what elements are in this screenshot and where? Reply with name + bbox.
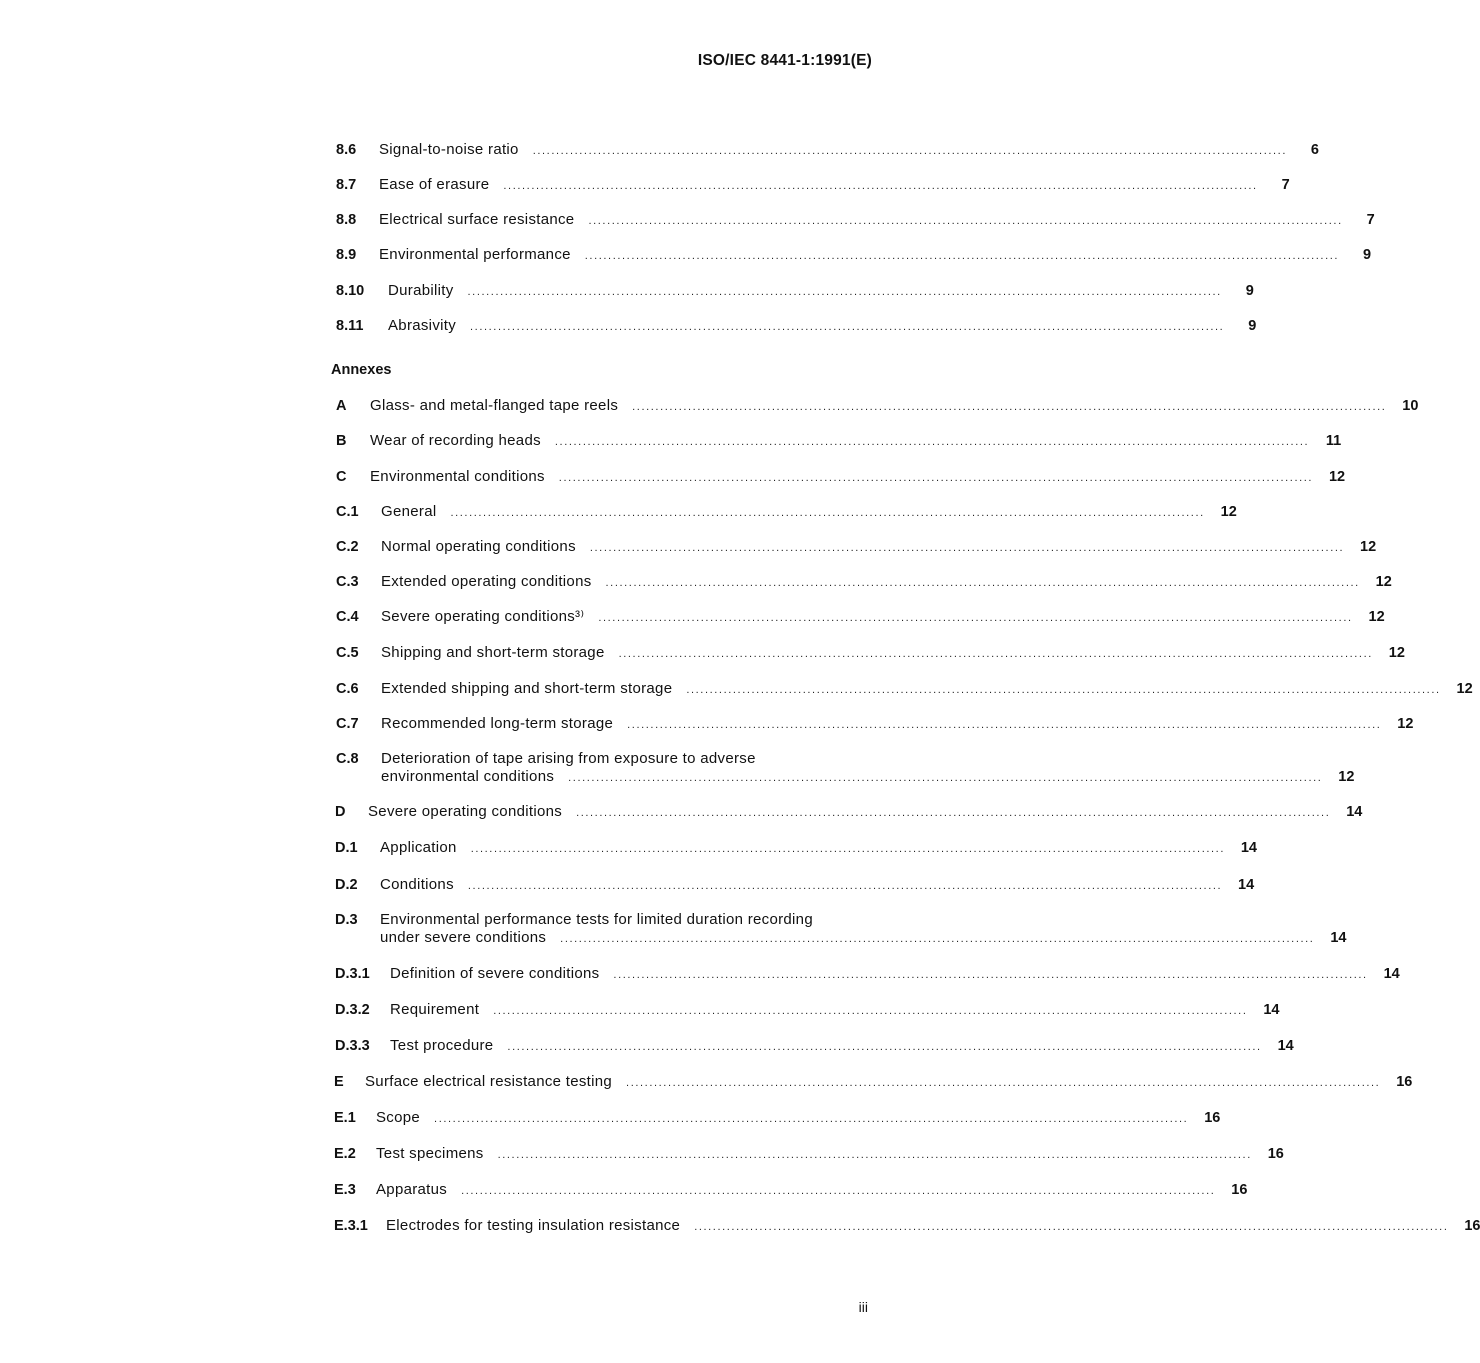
- toc-entry-number: D: [335, 804, 346, 820]
- page-number: iii: [858, 1299, 868, 1315]
- toc-entry-c-6[interactable]: [336, 680, 1473, 699]
- toc-entry-c-2[interactable]: [336, 538, 1377, 557]
- toc-entry-title-line2: environmental conditions: [381, 768, 555, 785]
- toc-entry-title: Electrical surface resistance: [379, 211, 575, 228]
- toc-dot-leader: [503, 177, 1257, 195]
- toc-entry-e-3-1[interactable]: [334, 1217, 1480, 1236]
- toc-entry-title: Environmental conditions: [370, 468, 545, 485]
- toc-entry-title-line2: under severe conditions: [380, 929, 547, 946]
- toc-entry-title: Application: [380, 839, 457, 856]
- toc-dot-leader: [694, 1218, 1448, 1236]
- toc-entry-number: D.2: [335, 877, 358, 893]
- toc-entry-title: Extended shipping and short-term storage: [381, 680, 673, 697]
- toc-entry-page: 16: [1231, 1182, 1248, 1198]
- toc-entry-e-2[interactable]: [334, 1145, 1284, 1164]
- toc-entry-page: 12: [1360, 539, 1377, 555]
- toc-dot-leader: [606, 574, 1360, 592]
- toc-dot-leader: [468, 877, 1222, 895]
- toc-dot-leader: [686, 681, 1440, 699]
- toc-entry-8-10[interactable]: [336, 282, 1254, 301]
- toc-entry-title: Test procedure: [390, 1037, 494, 1054]
- toc-entry-page: 12: [1338, 769, 1355, 785]
- toc-entry-page: 14: [1263, 1002, 1280, 1018]
- toc-entry-page: 7: [1281, 177, 1290, 193]
- toc-dot-leader: [471, 840, 1225, 858]
- toc-dot-leader: [555, 433, 1309, 451]
- toc-entry-title: Environmental performance: [379, 246, 571, 263]
- toc-entry-page: 12: [1368, 609, 1385, 625]
- toc-entry-c-8[interactable]: [336, 750, 1355, 787]
- toc-entry-page: 16: [1396, 1074, 1413, 1090]
- toc-dot-leader: [576, 804, 1330, 822]
- toc-dot-leader: [493, 1002, 1247, 1020]
- toc-entry-number: A: [336, 398, 347, 414]
- toc-entry-d-3-2[interactable]: [335, 1001, 1280, 1020]
- toc-entry-title: Electrodes for testing insulation resistance: [386, 1217, 681, 1234]
- toc-entry-page: 10: [1402, 398, 1419, 414]
- toc-dot-leader: [626, 1074, 1380, 1092]
- toc-entry-number: 8.8: [336, 212, 357, 228]
- toc-entry-number: D.1: [335, 840, 358, 856]
- toc-entry-title: Glass- and metal-flanged tape reels: [370, 397, 619, 414]
- toc-entry-8-11[interactable]: [336, 317, 1257, 336]
- toc-entry-title: Severe operating conditions³⁾: [381, 608, 585, 625]
- toc-entry-number: C.7: [336, 716, 359, 732]
- toc-entry-page: 12: [1328, 469, 1346, 485]
- toc-entry-number: D.3: [335, 912, 358, 928]
- toc-entry-number: C.4: [336, 609, 359, 625]
- toc-dot-leader: [568, 769, 1322, 787]
- toc-entry-8-6[interactable]: [336, 141, 1319, 160]
- toc-entry-e-1[interactable]: [334, 1109, 1221, 1128]
- toc-entry-number: C.5: [336, 645, 359, 661]
- toc-entry-page: 14: [1240, 840, 1257, 856]
- toc-dot-leader: [559, 469, 1313, 487]
- toc-entry-number: 8.6: [336, 142, 357, 158]
- toc-dot-leader: [461, 1182, 1215, 1200]
- toc-entry-number: E.2: [334, 1146, 356, 1162]
- toc-entry-number: 8.10: [336, 283, 365, 299]
- toc-dot-leader: [632, 398, 1386, 416]
- toc-entry-number: E.3.1: [334, 1218, 368, 1234]
- toc-entry-number: C.8: [336, 751, 359, 767]
- toc-dot-leader: [588, 212, 1342, 230]
- toc-entry-number: D.3.2: [335, 1002, 370, 1018]
- toc-entry-number: E.1: [334, 1110, 356, 1126]
- toc-entry-title: Shipping and short-term storage: [381, 644, 605, 661]
- toc-dot-leader: [613, 966, 1367, 984]
- toc-entry-number: 8.7: [336, 177, 357, 193]
- toc-entry-c-1[interactable]: [336, 503, 1237, 522]
- toc-entry-title: Durability: [388, 282, 454, 299]
- toc-entry-page: 14: [1346, 804, 1363, 820]
- toc-entry-c-4[interactable]: [336, 608, 1385, 627]
- toc-dot-leader: [468, 283, 1222, 301]
- toc-dot-leader: [585, 247, 1339, 265]
- toc-entry-page: 9: [1248, 318, 1257, 334]
- toc-entry-page: 12: [1388, 645, 1405, 661]
- toc-entry-8-8[interactable]: [336, 211, 1375, 230]
- toc-entry-title: Conditions: [380, 876, 454, 893]
- toc-entry-d-3[interactable]: [335, 911, 1347, 948]
- toc-entry-d-3-3[interactable]: [335, 1037, 1294, 1056]
- toc-entry-c-3[interactable]: [336, 573, 1392, 592]
- toc-entry-title: General: [381, 503, 437, 520]
- toc-entry-title: Severe operating conditions: [368, 803, 563, 820]
- toc-entry-title: Scope: [376, 1109, 421, 1126]
- toc-entry-title: Normal operating conditions: [381, 538, 576, 555]
- toc-dot-leader: [498, 1146, 1252, 1164]
- toc-entry-title: Requirement: [390, 1001, 480, 1018]
- toc-dot-leader: [560, 930, 1314, 948]
- toc-entry-title-line1: Environmental performance tests for limited duration recording: [380, 911, 813, 928]
- toc-entry-annex-a[interactable]: [336, 397, 1419, 416]
- toc-dot-leader: [434, 1110, 1188, 1128]
- toc-dot-leader: [627, 716, 1381, 734]
- toc-entry-8-9[interactable]: [336, 246, 1372, 265]
- toc-entry-annex-b[interactable]: [336, 432, 1342, 451]
- toc-dot-leader: [470, 318, 1224, 336]
- toc-entry-title: Definition of severe conditions: [390, 965, 600, 982]
- toc-entry-number: 8.11: [336, 318, 364, 334]
- toc-dot-leader: [533, 142, 1287, 160]
- document-id-header: ISO/IEC 8441-1:1991(E): [697, 52, 872, 69]
- toc-dot-leader: [590, 539, 1344, 557]
- toc-entry-c-7[interactable]: [336, 715, 1414, 734]
- toc-entry-page: 16: [1267, 1146, 1284, 1162]
- toc-entry-e-3[interactable]: [334, 1181, 1248, 1200]
- toc-entry-page: 14: [1383, 966, 1400, 982]
- toc-entry-title: Wear of recording heads: [370, 432, 541, 449]
- toc-entry-8-7[interactable]: [336, 176, 1290, 195]
- toc-entry-page: 16: [1204, 1110, 1221, 1126]
- toc-entry-title: Surface electrical resistance testing: [365, 1073, 613, 1090]
- toc-entry-page: 14: [1238, 877, 1255, 893]
- toc-entry-annex-e[interactable]: [334, 1073, 1413, 1092]
- toc-entry-title: Extended operating conditions: [381, 573, 592, 590]
- toc-entry-page: 12: [1375, 574, 1392, 590]
- toc-entry-d-3-1[interactable]: [335, 965, 1400, 984]
- toc-entry-number: E.3: [334, 1182, 356, 1198]
- toc-dot-leader: [507, 1038, 1261, 1056]
- toc-entry-title: Test specimens: [376, 1145, 484, 1162]
- toc-entry-number: C.1: [336, 504, 359, 520]
- toc-entry-d-2[interactable]: [335, 876, 1255, 895]
- toc-entry-number: E: [334, 1074, 344, 1090]
- toc-entry-annex-d[interactable]: [335, 803, 1363, 822]
- toc-entry-title: Abrasivity: [388, 317, 457, 334]
- toc-entry-page: 14: [1330, 930, 1347, 946]
- toc-entry-page: 9: [1362, 247, 1372, 263]
- toc-entry-number: C.2: [336, 539, 359, 555]
- toc-entry-title: Apparatus: [376, 1181, 448, 1198]
- toc-dot-leader: [598, 609, 1352, 627]
- toc-entry-annex-c[interactable]: [336, 468, 1346, 487]
- toc-entry-page: 14: [1277, 1038, 1294, 1054]
- toc-entry-d-1[interactable]: [335, 839, 1257, 858]
- toc-entry-page: 11: [1325, 433, 1342, 449]
- toc-entry-number: C: [336, 469, 347, 485]
- toc-entry-page: 7: [1366, 212, 1375, 228]
- toc-entry-number: D.3.3: [335, 1038, 370, 1054]
- toc-entry-page: 6: [1310, 142, 1319, 158]
- toc-entry-number: D.3.1: [335, 966, 370, 982]
- annexes-heading: Annexes: [331, 362, 392, 378]
- toc-entry-number: B: [336, 433, 347, 449]
- toc-dot-leader: [450, 504, 1204, 522]
- toc-dot-leader: [619, 645, 1373, 663]
- toc-entry-number: C.3: [336, 574, 359, 590]
- toc-entry-page: 16: [1464, 1218, 1480, 1234]
- toc-entry-title-line1: Deterioration of tape arising from exposure to adverse: [381, 750, 756, 767]
- toc-entry-c-5[interactable]: [336, 644, 1405, 663]
- toc-entry-title: Recommended long-term storage: [381, 715, 614, 732]
- toc-entry-title: Ease of erasure: [379, 176, 490, 193]
- toc-entry-page: 9: [1245, 283, 1254, 299]
- toc-entry-page: 12: [1397, 716, 1414, 732]
- toc-entry-title: Signal-to-noise ratio: [379, 141, 519, 158]
- toc-entry-number: 8.9: [336, 247, 357, 263]
- toc-entry-number: C.6: [336, 681, 359, 697]
- toc-entry-page: 12: [1220, 504, 1237, 520]
- toc-entry-page: 12: [1456, 681, 1473, 697]
